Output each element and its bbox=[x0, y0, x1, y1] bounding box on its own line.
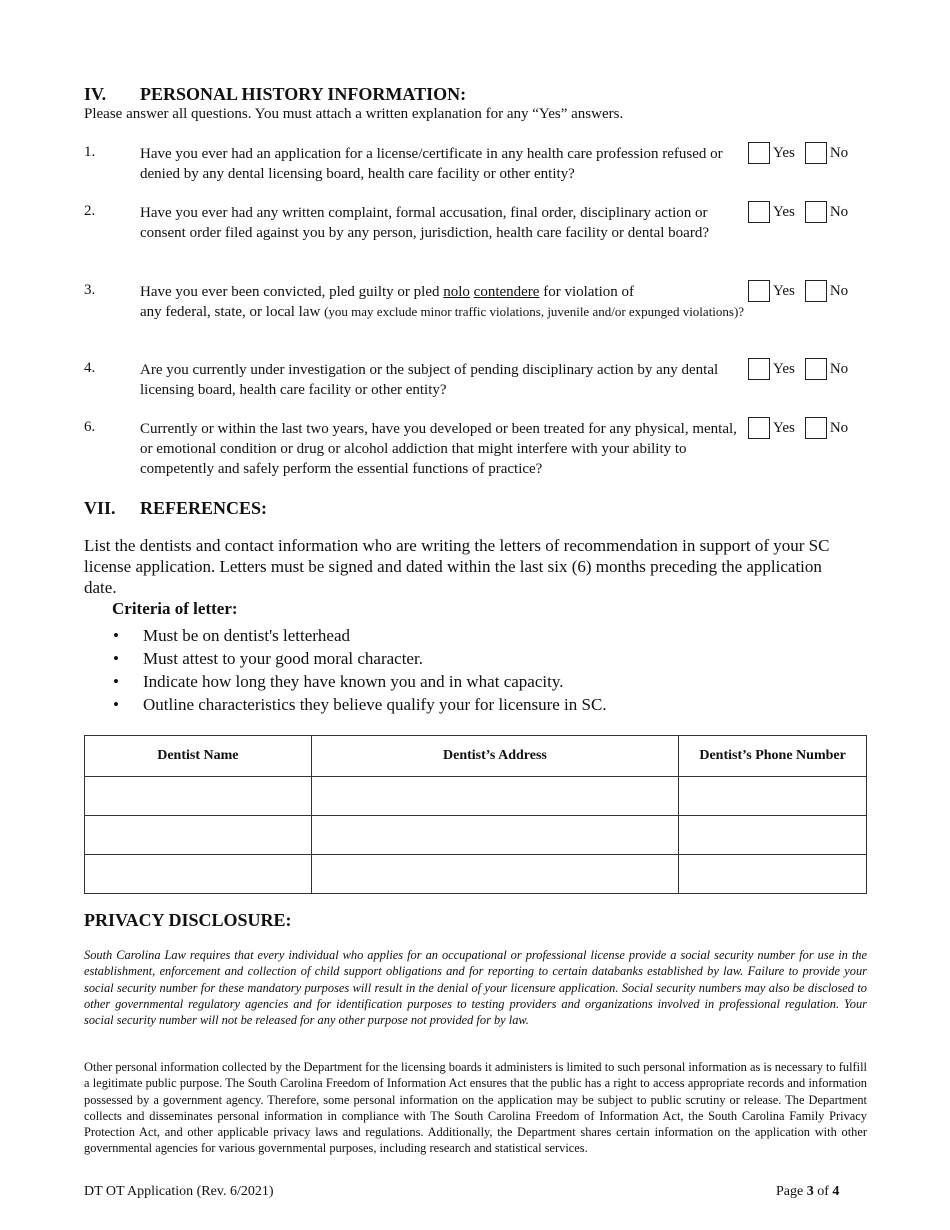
section-number-vii: VII. bbox=[84, 498, 116, 518]
yes-label: Yes bbox=[773, 144, 795, 161]
no-label: No bbox=[829, 144, 849, 161]
no-checkbox[interactable] bbox=[805, 201, 827, 223]
dentist-address-cell[interactable] bbox=[311, 855, 679, 894]
column-header-dentist-phone: Dentist’s Phone Number bbox=[679, 736, 867, 777]
list-item bbox=[110, 624, 607, 647]
question-underlined-term: nolo bbox=[443, 284, 470, 300]
footer-page-number bbox=[776, 1184, 839, 1200]
dentist-name-cell[interactable] bbox=[85, 855, 312, 894]
criteria-title: Criteria of letter: bbox=[112, 599, 238, 618]
dentist-name-cell[interactable] bbox=[85, 777, 312, 816]
criteria-text: Outline characteristics they believe qualify your for licensure in SC. bbox=[143, 695, 607, 714]
yes-checkbox[interactable] bbox=[748, 280, 770, 302]
dentist-address-cell[interactable] bbox=[311, 777, 679, 816]
no-label: No bbox=[829, 282, 849, 299]
question-text: Are you currently under investigation or the subject of pending disciplinary action by any dental licensing board, health care facility or other entity? bbox=[140, 362, 719, 398]
yes-label: Yes bbox=[773, 360, 795, 377]
question-number: 6. bbox=[84, 419, 96, 435]
criteria-text: Indicate how long they have known you and in what capacity. bbox=[143, 672, 564, 691]
page-mid: of bbox=[813, 1184, 833, 1199]
section-number-iv: IV. bbox=[84, 84, 107, 104]
question-number: 1. bbox=[84, 144, 96, 160]
question-text: Currently or within the last two years, have you developed or been treated for any physical, mental, or emotional condition or drug or alcohol addiction that might interfere with your ability to competently and safely perform the essential functions of practice? bbox=[140, 421, 737, 477]
table-row bbox=[85, 816, 867, 855]
dentist-phone-cell[interactable] bbox=[679, 816, 867, 855]
list-item bbox=[110, 647, 607, 670]
criteria-list bbox=[110, 624, 607, 716]
yes-checkbox[interactable] bbox=[748, 142, 770, 164]
bullet: • bbox=[113, 626, 119, 645]
dentist-name-cell[interactable] bbox=[85, 816, 312, 855]
footer-form-name: DT OT Application (Rev. 6/2021) bbox=[84, 1184, 274, 1199]
privacy-title: PRIVACY DISCLOSURE: bbox=[84, 910, 292, 930]
criteria-text: Must attest to your good moral character. bbox=[143, 649, 423, 668]
question-note: (you may exclude minor traffic violations, juvenile and/or expunged violations)? bbox=[324, 304, 745, 319]
question-text: Have you ever had any written complaint, formal accusation, final order, disciplinary action or consent order filed against you by any person, jurisdiction, health care facility or dental board? bbox=[140, 205, 709, 241]
yes-no-group bbox=[748, 358, 850, 380]
yes-checkbox[interactable] bbox=[748, 358, 770, 380]
no-label: No bbox=[829, 203, 849, 220]
yes-no-group bbox=[748, 201, 850, 223]
question-number: 3. bbox=[84, 282, 96, 298]
dentist-phone-cell[interactable] bbox=[679, 855, 867, 894]
no-checkbox[interactable] bbox=[805, 417, 827, 439]
yes-checkbox[interactable] bbox=[748, 201, 770, 223]
list-item bbox=[110, 670, 607, 693]
yes-no-group bbox=[748, 417, 850, 439]
list-item bbox=[110, 693, 607, 716]
no-checkbox[interactable] bbox=[805, 358, 827, 380]
references-intro: List the dentists and contact information who are writing the letters of recommendation in support of your SC license application. Letters must be signed and dated within the last six (6) months preceding the application date. bbox=[84, 536, 830, 597]
no-checkbox[interactable] bbox=[805, 142, 827, 164]
yes-no-group bbox=[748, 280, 850, 302]
question-number: 4. bbox=[84, 360, 96, 376]
table-row bbox=[85, 855, 867, 894]
privacy-paragraph-ssn: South Carolina Law requires that every individual who applies for an occupational or professional license provide a social security number for use in the establishment, enforcement and collection of child support obligations and for reporting to certain databanks established by law. Failure to provide your social security number for these mandatory purposes will result in the denial of your licensure application. Social security numbers may also be disclosed to other governmental regulatory agencies and for identification purposes to testing providers and organizations involved in professional regulation. Your social security number will not be released for any other purpose not provided for by law. bbox=[84, 948, 867, 1028]
column-header-dentist-address: Dentist’s Address bbox=[311, 736, 679, 777]
column-header-dentist-name: Dentist Name bbox=[85, 736, 312, 777]
yes-label: Yes bbox=[773, 203, 795, 220]
section-instructions: Please answer all questions. You must attach a written explanation for any “Yes” answers. bbox=[84, 106, 624, 122]
bullet: • bbox=[113, 672, 119, 691]
dentist-address-cell[interactable] bbox=[311, 816, 679, 855]
references-table bbox=[84, 735, 867, 894]
yes-label: Yes bbox=[773, 282, 795, 299]
yes-checkbox[interactable] bbox=[748, 417, 770, 439]
page-total: 4 bbox=[832, 1184, 840, 1199]
question-text: Have you ever had an application for a license/certificate in any health care profession refused or denied by any dental licensing board, health care facility or other entity? bbox=[140, 146, 723, 182]
table-header-row bbox=[85, 736, 867, 777]
no-label: No bbox=[829, 419, 849, 436]
section-title-references: REFERENCES: bbox=[140, 498, 268, 518]
no-label: No bbox=[829, 360, 849, 377]
bullet: • bbox=[113, 695, 119, 714]
page-current: 3 bbox=[806, 1184, 814, 1199]
no-checkbox[interactable] bbox=[805, 280, 827, 302]
question-text-part: any federal, state, or local law bbox=[140, 304, 325, 320]
dentist-phone-cell[interactable] bbox=[679, 777, 867, 816]
question-number: 2. bbox=[84, 203, 96, 219]
question-text bbox=[140, 282, 750, 322]
section-title-personal-history: PERSONAL HISTORY INFORMATION: bbox=[140, 84, 467, 104]
bullet: • bbox=[113, 649, 119, 668]
page-prefix: Page bbox=[776, 1184, 807, 1199]
privacy-paragraph-personal-info: Other personal information collected by the Department for the licensing boards it administers is limited to such personal information as is necessary to fulfill a legitimate public purpose. The South Carolina Freedom of Information Act ensures that the public has a right to access appropriate records and information possessed by a government agency. Therefore, some personal information on the application may be subject to public scrutiny or release. The Department collects and disseminates personal information in compliance with The South Carolina Freedom of Information Act, the South Carolina Family Privacy Protection Act, and other applicable privacy laws and regulations. Additionally, the Department shares certain information on the application with other governmental agencies for various governmental purposes, including research and statistical services. bbox=[84, 1060, 867, 1156]
table-row bbox=[85, 777, 867, 816]
question-text-part: for violation of bbox=[539, 284, 635, 300]
question-underlined-term: contendere bbox=[473, 284, 540, 300]
yes-no-group bbox=[748, 142, 850, 164]
yes-label: Yes bbox=[773, 419, 795, 436]
question-text-part: Have you ever been convicted, pled guilty or pled bbox=[140, 284, 444, 300]
criteria-text: Must be on dentist's letterhead bbox=[143, 626, 351, 645]
